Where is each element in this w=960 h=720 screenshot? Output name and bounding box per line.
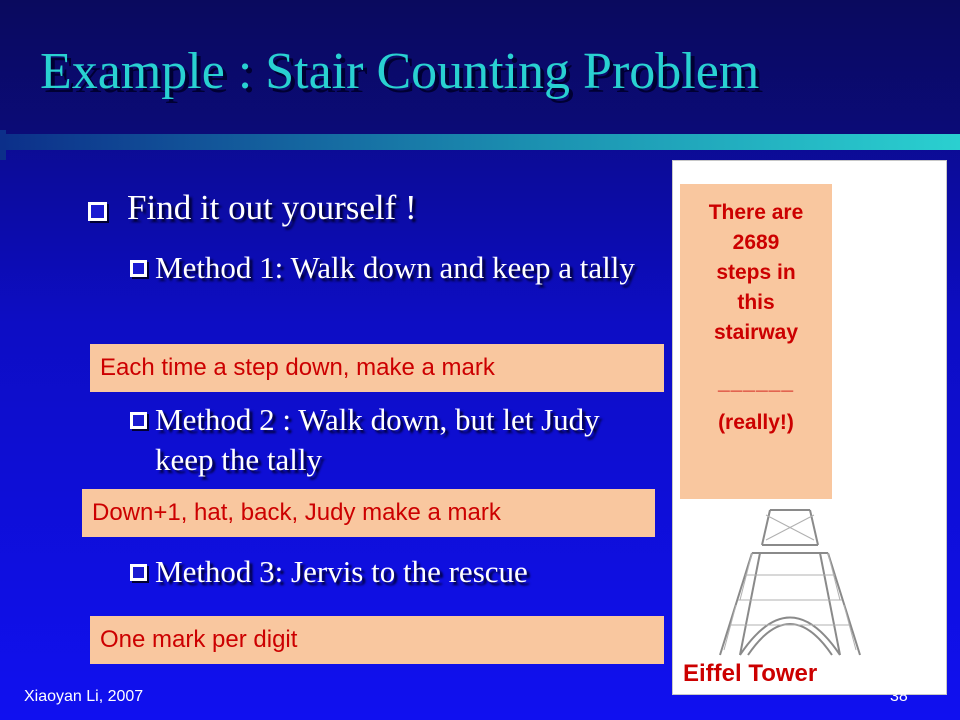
square-bullet-icon [130,260,147,277]
bullet-main [88,188,417,228]
note-method1: Each time a step down, make a mark [90,344,664,392]
divider-accent [0,130,6,160]
bullet-method2-text: Method 2 : Walk down, but let Judy keep the tally [155,402,600,477]
stairs-note-line: There are [708,201,804,224]
stairs-note-really: (really!) [718,411,794,434]
title-divider [0,134,960,150]
bullet-main-text: Find it out yourself ! [127,188,417,227]
stairs-note-blank: ______ [717,371,795,394]
bullet-method1 [130,248,650,288]
stairs-note-line: stairway [713,321,799,344]
square-bullet-icon [88,202,107,221]
bullet-method3-text: Method 3: Jervis to the rescue [155,554,528,589]
stairs-note-line: this [737,291,775,314]
stairs-note-line: 2689 [732,231,780,254]
stairs-note-line: steps in [716,261,796,284]
bullet-method2 [130,400,650,480]
square-bullet-icon [130,564,147,581]
eiffel-tower-icon [700,505,940,665]
bullet-method3 [130,552,650,592]
slide-title: Example : Stair Counting Problem [40,43,760,100]
page-number: 38 [890,688,908,705]
bullet-method1-text: Method 1: Walk down and keep a tally [155,250,635,285]
image-caption: Eiffel Tower [683,660,818,687]
note-method3: One mark per digit [90,616,664,664]
square-bullet-icon [130,412,147,429]
footer-author: Xiaoyan Li, 2007 [24,688,144,705]
stairs-count-note [680,184,832,499]
note-method2: Down+1, hat, back, Judy make a mark [82,489,655,537]
